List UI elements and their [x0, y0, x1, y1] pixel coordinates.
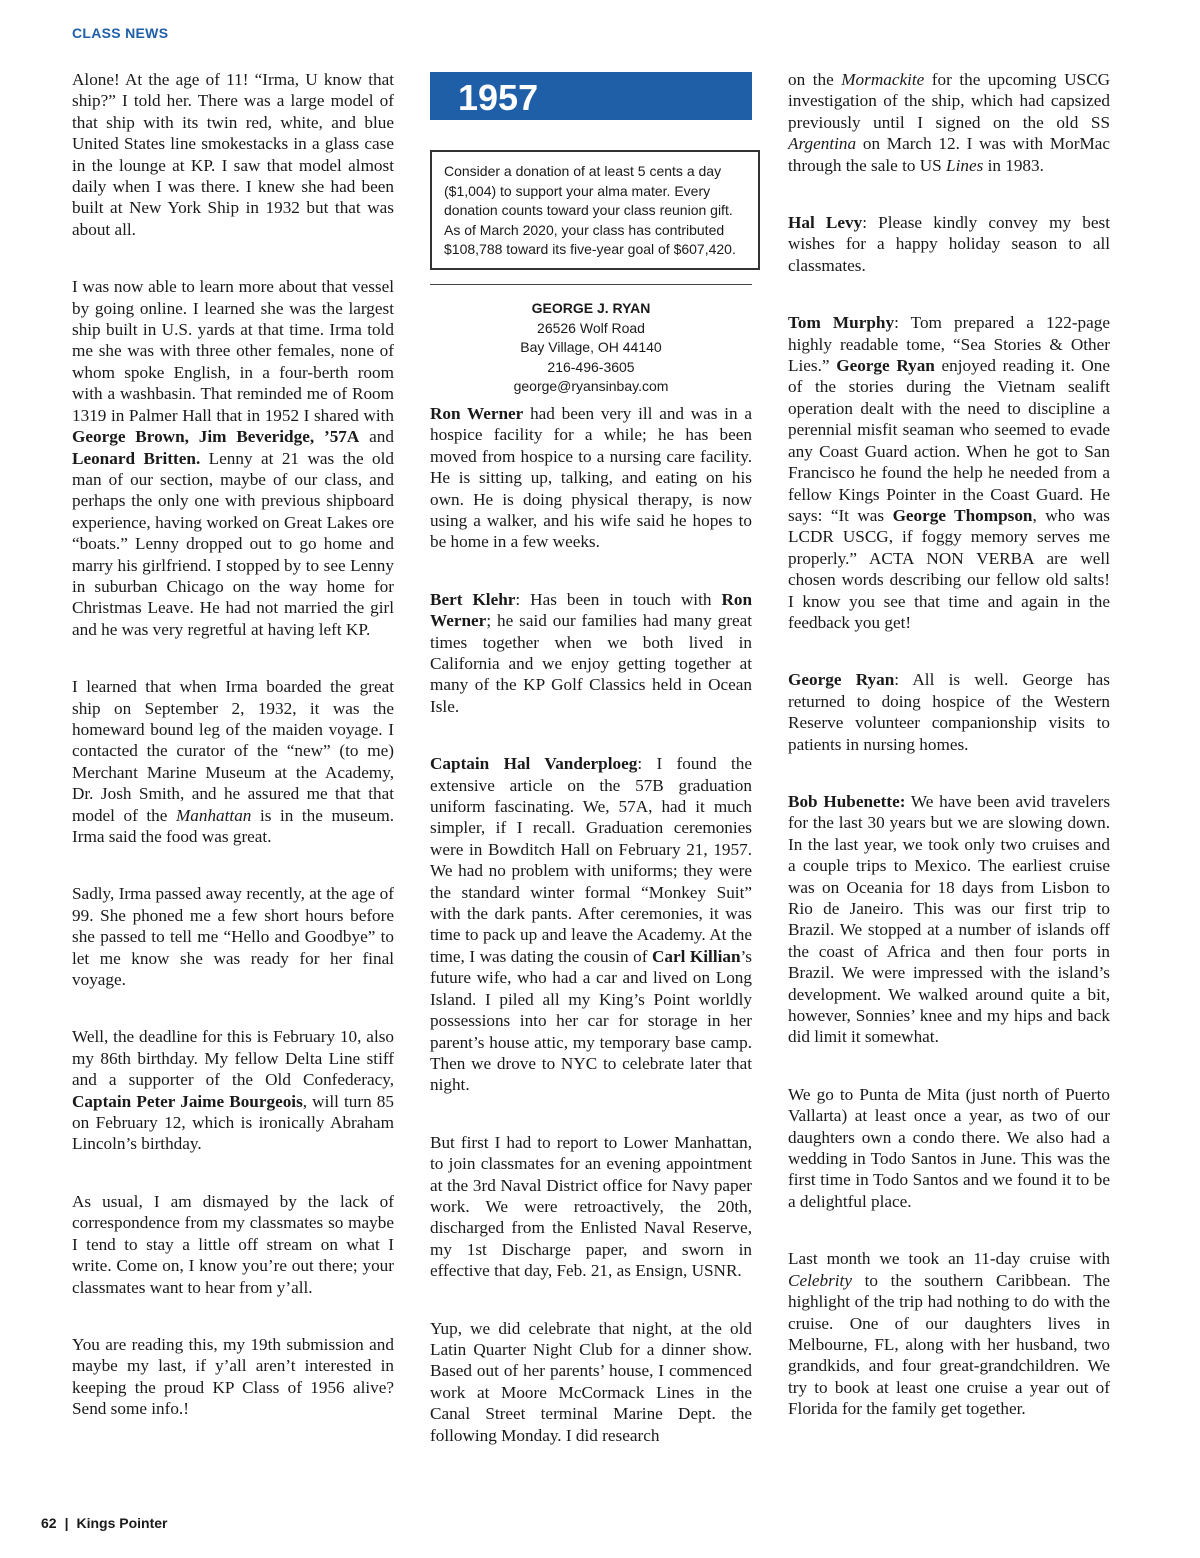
- ship-name: Manhattan: [175, 805, 252, 825]
- page-number: 62: [41, 1515, 57, 1531]
- paragraph: Captain Hal Vanderploeg: I found the extensive article on the 57B graduation uniform fascinating. We, 57A, had it much simpler, if I recall. Graduation ceremonies were in Bowditch Hall on February 21, 1957. We had no problem with uniforms; they were the standard winter formal “Monkey Suit” with the dark pants. After ceremonies, it was time to pack up and leave the Academy. At the time, I was dating the cousin of Carl Killian’s future wife, who had a car and lived on Long Island. I piled all my King’s Point worldly possessions into her car for storage in her parent’s house attic, my temporary base camp. Then we drove to NYC to celebrate later that night.: [430, 754, 752, 1095]
- classmate-name: Hal Levy: [788, 213, 863, 233]
- paragraph: I learned that when Irma boarded the great ship on September 2, 1932, it was the homeward bound leg of the maiden voyage. I contacted the curator of the “new” (to me) Merchant Marine Museum at the Academy, Dr. Josh Smith, and he assured me that that model of the Manhattan is in the museum. Irma said the food was great.: [72, 677, 394, 846]
- paragraph: George Ryan: All is well. George has returned to doing hospice of the Western Reserve volunteer companionship visits to patients in nursing homes.: [788, 670, 1110, 754]
- classmate-name: Carl Killian: [651, 946, 741, 966]
- contact-phone: 216-496-3605: [547, 358, 635, 375]
- paragraph: I was now able to learn more about that vessel by going online. I learned she was the largest ship built in U.S. yards at that time. Irma told me she was with three other females, none of whom spoke English, in a four-berth room with a washbasin. That reminded me of Room 1319 in Palmer Hall that in 1952 I shared with George Brown, Jim Beveridge, ’57A and Leonard Britten. Lenny at 21 was the old man of our section, maybe of our class, and perhaps the only one with previous shipboard experience, having worked on Great Lakes ore “boats.” Lenny dropped out to go home and marry his girlfriend. I stopped by to see Lenny in suburban Chicago on the way home for Christmas Leave. He had not married the girl and he was very regretful at having left KP.: [72, 277, 394, 639]
- cruise-line-name: Celebrity: [788, 1270, 852, 1290]
- column-1: [72, 69, 394, 1456]
- footer-separator: |: [64, 1515, 69, 1531]
- paragraph: You are reading this, my 19th submission and maybe my last, if y’all aren’t interested in keeping the proud KP Class of 1956 alive? Send some info.!: [72, 1334, 394, 1419]
- ship-name: Mormackite: [841, 70, 925, 89]
- page-footer: [41, 1515, 168, 1531]
- section-label: CLASS NEWS: [72, 25, 169, 41]
- paragraph: on the Mormackite for the upcoming USCG investigation of the ship, which had capsized previously until I signed on the old SS Argentina on March 12. I was with MorMac through the sale to US Lines in 1983.: [788, 70, 1110, 175]
- classmate-name: Captain Hal Vanderploeg: [430, 754, 638, 774]
- paragraph: Ron Werner had been very ill and was in a hospice facility for a while; he has been moved from hospice to a nursing care facility. He is sitting up, talking, and eating on his own. He is doing physical therapy, is now using a walker, and his wife said he hopes to be home in a few weeks.: [430, 403, 752, 552]
- column-2: [430, 72, 752, 1482]
- classmate-names: George Brown, Jim Beveridge, ’57A: [72, 427, 360, 447]
- classmate-name: George Ryan: [836, 356, 935, 376]
- classmate-name: Ron Werner: [430, 403, 524, 423]
- class-secretary-contact: [430, 299, 752, 397]
- paragraph: But first I had to report to Lower Manhattan, to join classmates for an evening appointment at the 3rd Naval District office for Navy paper work. We were retroactively, the 20th, discharged from the Enlisted Naval Reserve, my 1st Discharge paper, and sworn in effective that day, Feb. 21, as Ensign, USNR.: [430, 1132, 752, 1281]
- classmate-name: Ron Werner: [430, 589, 753, 631]
- paragraph: Hal Levy: Please kindly convey my best wishes for a happy holiday season to all classmates.: [788, 213, 1110, 275]
- paragraph: Alone! At the age of 11! “Irma, U know that ship?” I told her. There was a large model of that ship with its twin red, white, and blue United States line smokestacks in a glass case in the lounge at KP. I saw that model almost daily when I was there. I knew she had been built at New York Ship in 1932 but that was about all.: [72, 70, 394, 239]
- contact-city: Bay Village, OH 44140: [520, 339, 662, 356]
- class-year-banner: 1957: [430, 72, 752, 120]
- donation-box: Consider a donation of at least 5 cents a day ($1,004) to support your alma mater. Every donation counts toward your class reunion gift. As of March 2020, your class has contributed $108,788 toward its five-year goal of $607,420.: [430, 150, 760, 270]
- paragraph: As usual, I am dismayed by the lack of correspondence from my classmates so maybe I tend to stay a little off stream on what I write. Come on, I know you’re out there; your classmates want to hear from y’all.: [72, 1191, 394, 1297]
- contact-name: GEORGE J. RYAN: [531, 299, 651, 316]
- paragraph: Well, the deadline for this is February 10, also my 86th birthday. My fellow Delta Line stiff and a supporter of the Old Confederacy, Captain Peter Jaime Bourgeois, will turn 85 on February 12, which is ironically Abraham Lincoln’s birthday.: [72, 1027, 394, 1154]
- publication-name: Kings Pointer: [76, 1515, 168, 1531]
- classmate-name: Leonard Britten.: [72, 448, 201, 468]
- classmate-name: Bob Hubenette:: [788, 791, 906, 811]
- paragraph: Last month we took an 11-day cruise with Celebrity to the southern Caribbean. The highlight of the trip had nothing to do with the cruise. One of our daughters lives in Melbourne, FL, along with her husband, two grandkids, and four great-grandchildren. We try to book at least one cruise a year out of Florida for the family get together.: [788, 1249, 1110, 1419]
- divider: [430, 284, 752, 285]
- column-3: [788, 69, 1110, 1456]
- paragraph: Yup, we did celebrate that night, at the old Latin Quarter Night Club for a dinner show. Based out of her parents’ house, I commenced work at Moore McCormack Lines in the Canal Street terminal Marine Dept. the following Monday. I did research: [430, 1318, 752, 1445]
- classmate-name: Captain Peter Jaime Bourgeois: [72, 1091, 303, 1111]
- paragraph: Tom Murphy: Tom prepared a 122-page highly readable tome, “Sea Stories & Other Lies.” George Ryan enjoyed reading it. One of the stories during the Vietnam sealift operation dealt with the need to discipline a perennial misfit seaman who seemed to evade any Coast Guard action. When he got to San Francisco he found the help he needed from a fellow Kings Pointer in the Coast Guard. He says: “It was George Thompson, who was LCDR USCG, if foggy memory serves me properly.” ACTA NON VERBA are well chosen words describing our fellow old salts! I know you see that time and again in the feedback you get!: [788, 313, 1111, 632]
- paragraph: Bert Klehr: Has been in touch with Ron Werner; he said our families had many great times together when we both lived in California and we enjoy getting together at many of the KP Golf Classics held in Ocean Isle.: [430, 589, 753, 716]
- classmate-name: Tom Murphy: [788, 313, 895, 333]
- classmate-name: George Thompson: [892, 505, 1033, 525]
- contact-email[interactable]: george@ryansinbay.com: [513, 378, 669, 395]
- paragraph: Sadly, Irma passed away recently, at the age of 99. She phoned me a few short hours before she passed to tell me “Hello and Goodbye” to let me know she was ready for her final voyage.: [72, 884, 394, 990]
- paragraph: We go to Punta de Mita (just north of Puerto Vallarta) at least once a year, as two of our daughters own a condo there. We also had a wedding in Todo Santos in June. This was the first time in Todo Santos and we found it to be a delightful place.: [788, 1084, 1110, 1211]
- paragraph: Bob Hubenette: We have been avid travelers for the last 30 years but we are slowing down. In the last year, we took only two cruises and a couple trips to Mexico. The earliest cruise was on Oceania for 18 days from Lisbon to Rio de Janeiro. This was our first trip to Brazil. We stopped at a number of islands off the coast of Africa and then four ports in Brazil. We were impressed with the island’s development. We walked around quite a bit, however, Sonnies’ knee and my hips and back did limit it somewhat.: [788, 791, 1111, 1047]
- contact-street: 26526 Wolf Road: [537, 319, 645, 336]
- classmate-name: Bert Klehr: [430, 589, 516, 609]
- classmate-name: George Ryan: [788, 670, 895, 690]
- company-name: Lines: [946, 155, 984, 175]
- ship-name: Argentina: [788, 134, 857, 154]
